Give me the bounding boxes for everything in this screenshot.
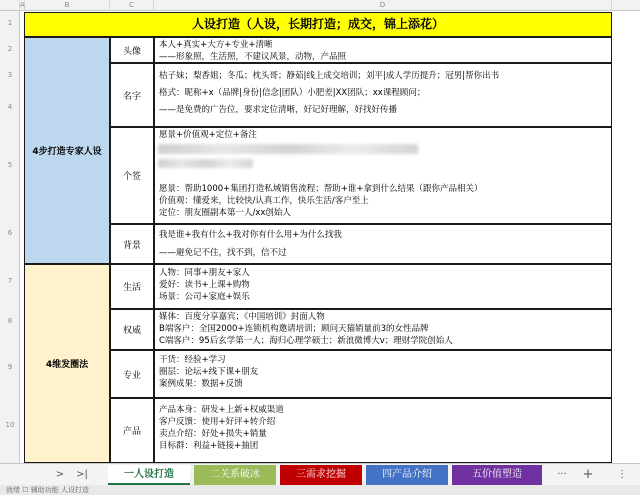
row-number[interactable]: 9: [7, 363, 13, 371]
sub-label-expertise[interactable]: [110, 350, 154, 398]
sub-label-background[interactable]: [110, 224, 154, 264]
content-line: ——是免费的广告位，要求定位清晰，好记好理解，好找好传播: [159, 105, 398, 115]
sheet-tab-icebreak[interactable]: 二关系破冰: [194, 465, 276, 485]
sub-label: 权威: [122, 326, 141, 336]
content-cell-expertise[interactable]: [154, 350, 612, 398]
content-line: 媒体：百度分享嘉宾；《中国培训》封面人物: [159, 312, 325, 322]
status-bar: 就绪 ☐ 辅助功能 人设打造: [0, 485, 640, 495]
row-number[interactable]: 4: [7, 103, 13, 111]
content-line: 圈层：论坛+线下课+朋友: [159, 367, 259, 377]
sub-label: 头像: [122, 46, 141, 57]
row-number[interactable]: 1: [7, 19, 13, 27]
content-line: 桔子妹；梨香姐；冬瓜；枕头哥；静茹|线上成交培训；刘平|成人学历提升；冠男|帮你出书: [159, 71, 500, 81]
column-header-d[interactable]: D: [154, 0, 612, 11]
column-header-b[interactable]: B: [25, 0, 110, 11]
content-line: [159, 171, 607, 183]
content-line: ——避免记不住，找不到，信不过: [159, 248, 287, 258]
sub-label: 产品: [122, 427, 141, 437]
section-name-persona[interactable]: [24, 37, 110, 264]
select-all-corner[interactable]: [0, 0, 20, 11]
content-line: 格式：昵称+x（品牌|身份|信念|团队）小肥差|XX团队；xx课程顾问；: [159, 88, 426, 98]
content-cell-name[interactable]: [154, 63, 612, 127]
sub-label: 名字: [122, 91, 141, 102]
content-cell-product[interactable]: [154, 398, 612, 463]
scroll-last-sheet-button[interactable]: >|: [76, 469, 88, 480]
sub-label-avatar[interactable]: [110, 37, 154, 63]
content-line: 产品本身：研发+上新+权威渠道: [159, 405, 284, 415]
column-header-c[interactable]: C: [110, 0, 154, 11]
column-header-bar: [0, 0, 640, 11]
content-line: 场景：公司+家庭+娱乐: [159, 292, 250, 302]
content-line: ——形象照，生活照，不建议风景，动物，产品照: [159, 52, 347, 62]
sub-label-life[interactable]: [110, 264, 154, 309]
content-cell-life[interactable]: [154, 264, 612, 309]
content-line: 干货：经验+学习: [159, 355, 226, 365]
section-label: 4步打造专家人设: [32, 147, 102, 157]
blurred-redaction: [158, 159, 253, 168]
content-line: 爱好：读书+上课+购物: [159, 280, 250, 290]
sub-label: 专业: [122, 370, 141, 381]
sub-label-name[interactable]: [110, 63, 154, 127]
content-line: 案例成果：数据+反馈: [159, 379, 243, 389]
row-number[interactable]: 2: [7, 45, 13, 53]
content-line: 愿景+价值观+定位+备注: [159, 130, 257, 140]
more-sheets-button[interactable]: ···: [557, 469, 567, 480]
content-line: B端客户：全国2000+连锁机构邀请培训；顾问天猫销量前3的女性品牌: [159, 324, 429, 334]
content-line: C端客户：95后玄学第一人；海归心理学硕士；新浪微博大v；理财学院创始人: [159, 336, 453, 346]
content-line: 客户反馈：使用+好评+转介绍: [159, 417, 276, 427]
content-line: 价值观：懂爱来，比较快/认真工作，快乐生活/客户至上: [159, 196, 369, 206]
sub-label: 生活: [122, 283, 141, 293]
content-line: 愿景：帮助1000+集团打造私域销售流程；帮助+谁+拿到什么结果（跟你产品相关）: [159, 184, 483, 194]
content-line: 我是谁+我有什么+我对你有什么用+为什么找我: [159, 230, 342, 240]
sub-label-product[interactable]: [110, 398, 154, 463]
content-cell-signature[interactable]: [154, 127, 612, 224]
sub-label-signature[interactable]: [110, 127, 154, 224]
row-number[interactable]: 5: [7, 161, 13, 169]
row-number[interactable]: 8: [7, 317, 13, 325]
add-sheet-button[interactable]: +: [582, 467, 594, 482]
sheet-tab-bar: [0, 463, 640, 485]
content-cell-avatar[interactable]: [154, 37, 612, 63]
scroll-next-sheet-button[interactable]: >: [55, 469, 65, 480]
sub-label-authority[interactable]: [110, 309, 154, 350]
row-header-bar: [0, 11, 20, 463]
row-number[interactable]: 3: [7, 71, 13, 79]
row-number[interactable]: 10: [5, 421, 15, 429]
sub-label: 背景: [122, 240, 141, 251]
sheet-tab-product[interactable]: 四产品介绍: [366, 465, 448, 485]
section-name-posting[interactable]: [24, 264, 110, 463]
content-cell-authority[interactable]: [154, 309, 612, 350]
content-line: 目标群：利益+链接+抽团: [159, 441, 259, 451]
row-number[interactable]: 7: [7, 277, 13, 285]
options-icon[interactable]: ⋮: [617, 469, 627, 480]
content-cell-background[interactable]: [154, 224, 612, 264]
sheet-tab-persona[interactable]: 一人设打造: [108, 465, 190, 485]
content-line: 定位：朋友圈副本第一人/xx创始人: [159, 208, 291, 218]
section-label: 4维发圈法: [45, 360, 89, 370]
row-number[interactable]: 6: [7, 229, 13, 237]
sheet-title[interactable]: 人设打造（人设，长期打造；成交，锦上添花）: [24, 12, 612, 37]
sheet-tab-needs[interactable]: 三需求挖掘: [280, 465, 362, 485]
content-line: 卖点介绍：好处+损失+销量: [159, 429, 267, 439]
column-header-a[interactable]: A: [20, 1, 25, 9]
sheet-tab-value[interactable]: 五价值塑造: [452, 465, 542, 485]
content-line: 本人+真实+大方+专业+清晰: [159, 40, 273, 50]
sub-label: 个签: [122, 172, 141, 182]
content-line: 人物：同事+朋友+家人: [159, 268, 250, 278]
blurred-redaction: [158, 144, 418, 154]
